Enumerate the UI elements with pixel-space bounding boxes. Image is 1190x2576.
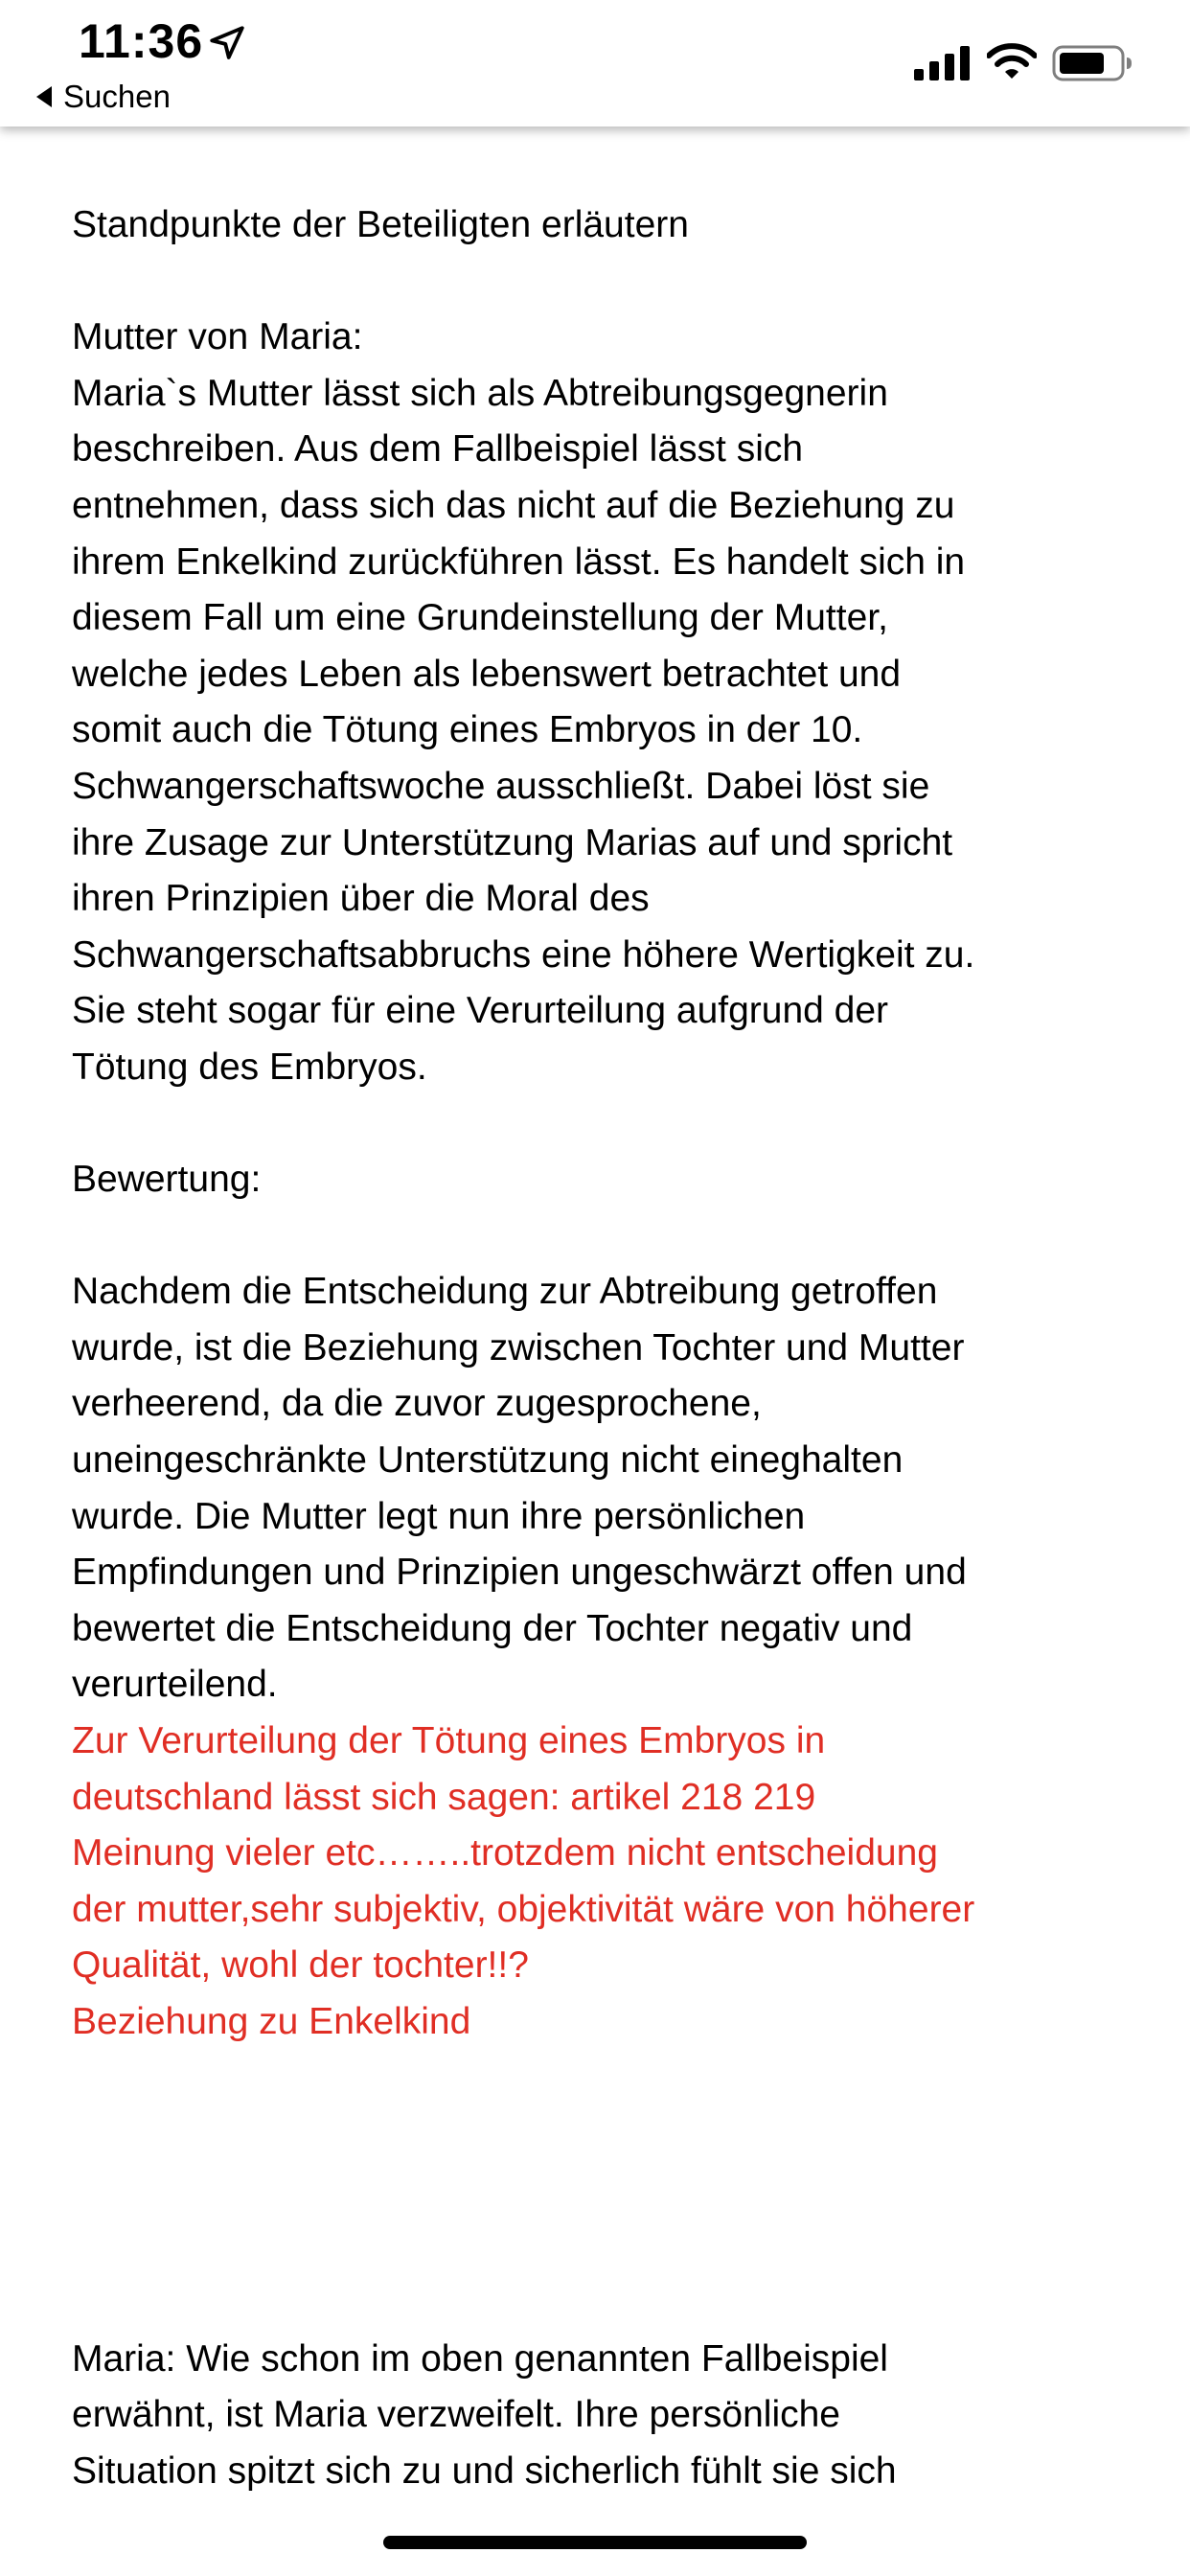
mother-paragraph: Maria`s Mutter lässt sich als Abtreibungsgegnerin beschreiben. Aus dem Fallbeispiel lässt sich entnehmen, dass sich das nicht auf die Beziehung zu ihrem Enkelkind zurückführen lässt. Es handelt sich in diesem Fall um eine Grundeinstellung der Mutter, welche jedes Leben als lebenswert betrachtet und somit auch die Tötung eines Embryos in der 10. Schwangerschaftswoche ausschließt. Dabei löst sie ihre Zusage zur Unterstützung Marias auf und spricht ihren Prinzipien über die Moral des Schwangerschaftsabbruchs eine höhere Wertigkeit zu. Sie steht sogar für eine Verurteilung aufgrund der Tötung des Embryos.: [72, 372, 975, 1088]
home-indicator[interactable]: [383, 2536, 807, 2549]
status-time: 11:36: [79, 14, 204, 68]
document-body: [72, 197, 1135, 2499]
battery-icon: [1052, 44, 1133, 82]
back-label: Suchen: [63, 79, 171, 114]
evaluation-paragraph: Nachdem die Entscheidung zur Abtreibung getroffen wurde, ist die Beziehung zwischen Tochter und Mutter verheerend, da die zuvor zugesprochene, uneingeschränkte Unterstützung nicht eineghalten wurde. Die Mutter legt nun ihre persönlichen Empfindungen und Prinzipien ungeschwärzt offen und bewertet die Entscheidung der Tochter negativ und verurteilend.: [72, 1271, 967, 1706]
status-bar: [0, 0, 1190, 126]
maria-paragraph: Maria: Wie schon im oben genannten Fallbeispiel erwähnt, ist Maria verzweifelt. Ihre persönliche Situation spitzt sich zu und sicherlich fühlt sie sich: [72, 2337, 897, 2492]
back-arrow-icon: [36, 86, 52, 107]
cellular-signal-icon: [914, 46, 970, 80]
back-to-search-link[interactable]: [36, 79, 171, 115]
wifi-icon: [987, 42, 1037, 80]
mother-label: Mutter von Maria:: [72, 316, 363, 358]
section-heading: Standpunkte der Beteiligten erläutern: [72, 204, 689, 245]
location-arrow-icon: [207, 23, 247, 63]
red-annotation-notes: Zur Verurteilung der Tötung eines Embryos in deutschland lässt sich sagen: artikel 218 219 Meinung vieler etc……..trotzdem nicht entscheidung der mutter,sehr subjektiv, objektivität wäre von höherer Qualität, wohl der tochter!!? Beziehung zu Enkelkind: [72, 1720, 975, 2042]
evaluation-label: Bewertung:: [72, 1159, 262, 1201]
